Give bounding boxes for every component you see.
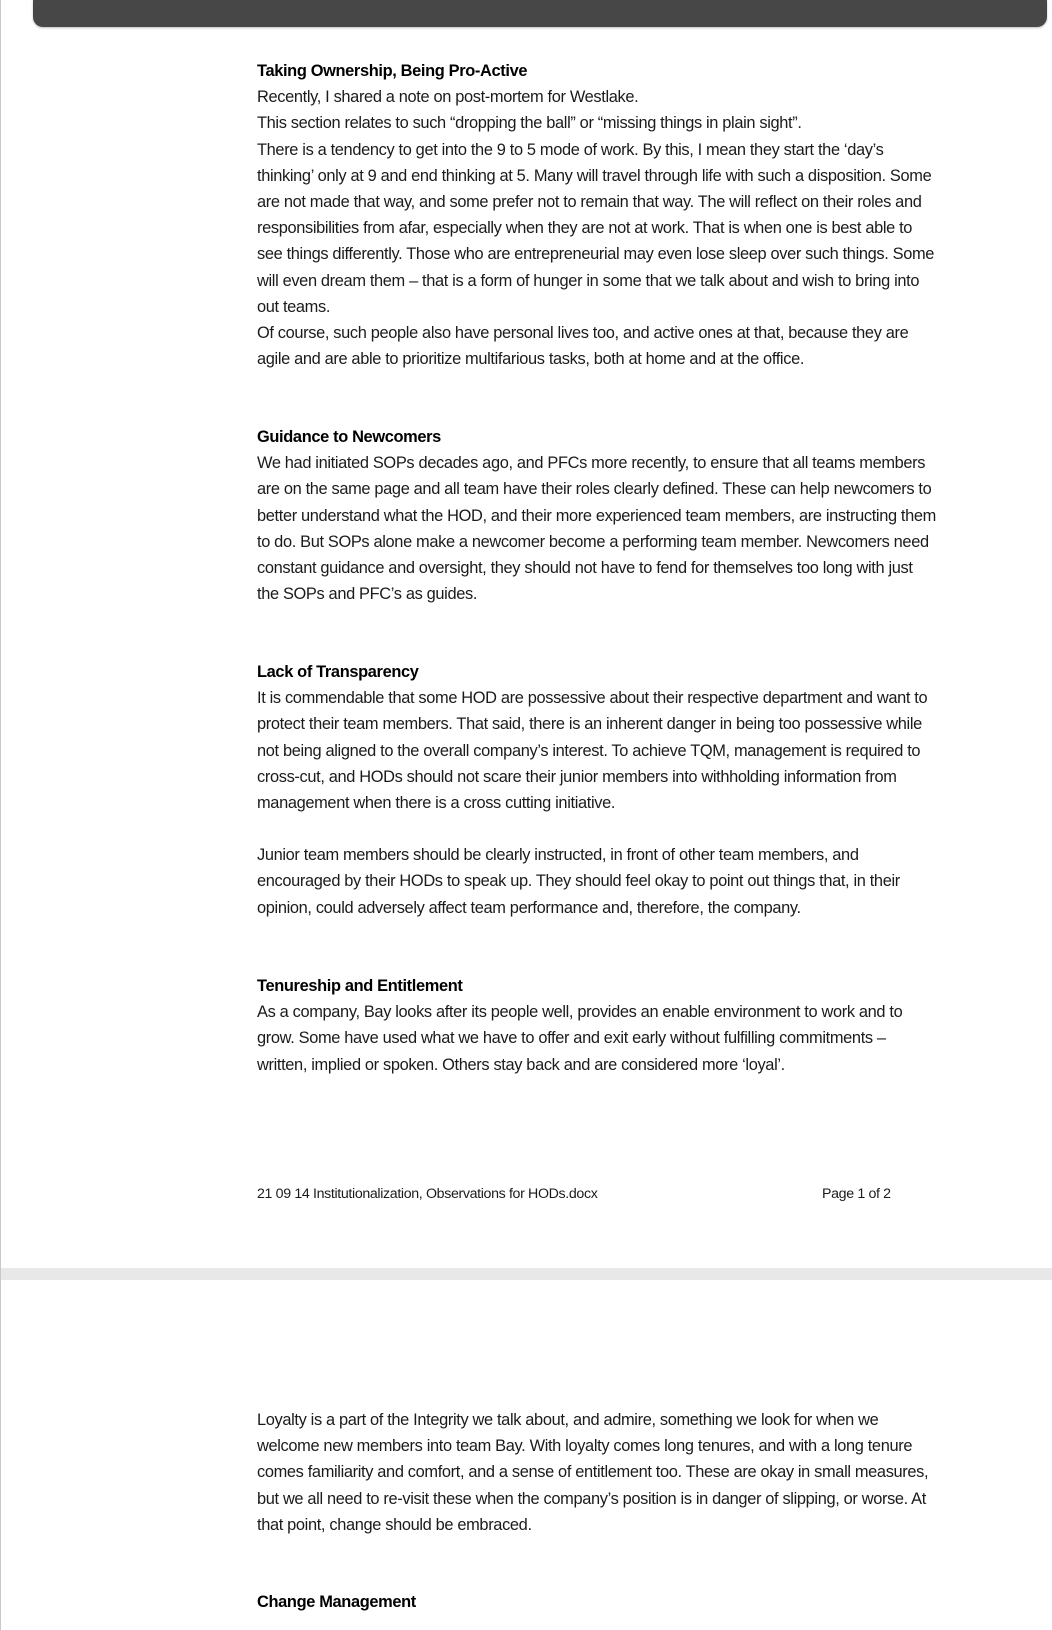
paragraph: Loyalty is a part of the Integrity we talk about, and admire, something we look for when we welcome new members into team Bay. With loyalty comes long tenures, and with a long tenure comes familiarity and comfort, and a sense of entitlement too. These are okay in small measures, but we all need to re-visit these when the company’s position is in danger of slipping, or worse. At that point, change should be embraced. — [257, 1411, 929, 1534]
document-page-2 — [1, 1280, 1052, 1630]
paragraph: Recently, I shared a note on post-mortem for Westlake. — [257, 88, 639, 107]
window-left-border — [0, 0, 1, 1630]
footer-filename: 21 09 14 Institutionalization, Observations for HODs.docx — [257, 1186, 598, 1202]
paragraph: As a company, Bay looks after its people well, provides an enable environment to work and to grow. Some have used what we have to offer and exit early without fulfilling commitments – written, implied or spoken. Others stay back and are considered more ‘loyal’. — [257, 1003, 903, 1074]
footer-page-number: Page 1 of 2 — [822, 1186, 891, 1202]
document-page-1 — [1, 0, 1052, 1268]
section-change-management — [257, 1589, 937, 1615]
section-heading: Lack of Transparency — [257, 663, 419, 681]
section-loyalty — [257, 1407, 937, 1538]
paragraph: There is a tendency to get into the 9 to 5 mode of work. By this, I mean they start the ‘day’s thinking’ only at 9 and end thinking at 5. Many will travel through life with such a disposition. Some are not made that way, and some prefer not to remain that way. The will reflect on their roles and responsibilities from afar, especially when they are not at work. That is when one is best able to see things differently. Those who are entrepreneurial may even lose sleep over such things. Some will even dream them – that is a form of hunger in some that we talk about and wish to bring into out teams. — [257, 140, 935, 316]
paragraph: We had initiated SOPs decades ago, and PFCs more recently, to ensure that all teams members are on the same page and all team have their roles clearly defined. These can help newcomers to better understand what the HOD, and their more experienced team members, are instructing them to do. But SOPs alone make a newcomer become a performing team member. Newcomers need constant guidance and oversight, they should not have to fend for themselves too long with just the SOPs and PFC’s as guides. — [257, 454, 936, 604]
paragraph: Junior team members should be clearly instructed, in front of other team members, and encouraged by their HODs to speak up. They should feel okay to point out things that, in their opinion, could adversely affect team performance and, therefore, the company. — [257, 846, 900, 917]
section-lack-of-transparency — [257, 659, 937, 921]
section-guidance-to-newcomers — [257, 424, 937, 607]
page-footer — [257, 1186, 897, 1208]
section-heading: Taking Ownership, Being Pro-Active — [257, 62, 528, 80]
section-heading: Tenureship and Entitlement — [257, 977, 463, 995]
paragraph: This section relates to such “dropping the ball” or “missing things in plain sight”. — [257, 114, 802, 133]
paragraph: It is commendable that some HOD are possessive about their respective department and want to protect their team members. That said, there is an inherent danger in being too possessive while not being aligned to the overall company’s interest. To achieve TQM, management is required to cross-cut, and HODs should not scare their junior members into withholding information from management when there is a cross cutting initiative. — [257, 689, 928, 813]
section-heading: Guidance to Newcomers — [257, 428, 441, 446]
paragraph: Of course, such people also have personal lives too, and active ones at that, because they are agile and are able to prioritize multifarious tasks, both at home and at the office. — [257, 324, 909, 369]
section-heading: Change Management — [257, 1593, 416, 1611]
viewer-toolbar — [33, 0, 1047, 27]
section-tenureship-and-entitlement — [257, 973, 937, 1078]
section-taking-ownership — [257, 58, 937, 372]
